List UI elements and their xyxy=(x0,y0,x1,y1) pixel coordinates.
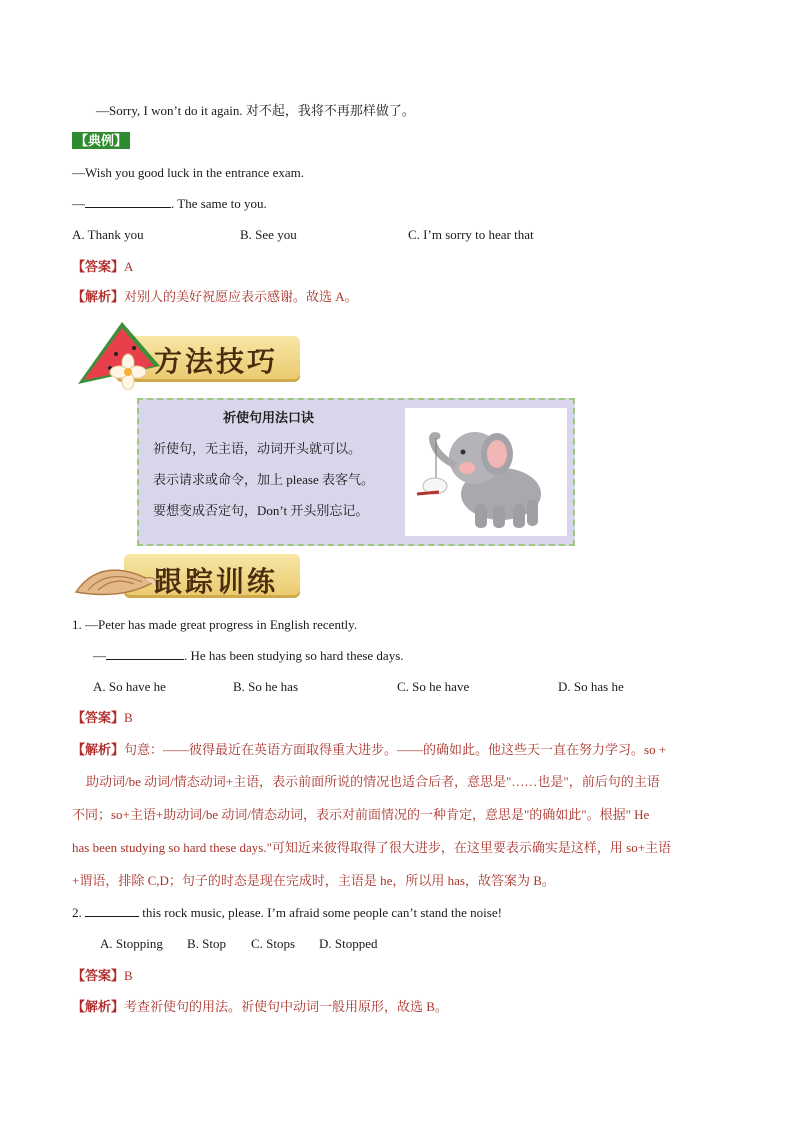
q1-analysis-4: has been studying so hard these days."可知近来彼得取得了很大进步，在这里要表示确实是这样，用 so+主语 xyxy=(72,840,672,855)
analysis-tag: 【解析】 xyxy=(72,742,125,757)
tip-box xyxy=(137,398,575,546)
example-analysis xyxy=(72,288,358,306)
option-d[interactable]: D. Stopped xyxy=(319,936,378,951)
tip-line-1: 祈使句，无主语，动词开头就可以。 xyxy=(153,441,362,456)
answer-blank[interactable] xyxy=(85,195,171,208)
answer-tag: 【答案】 xyxy=(72,968,125,983)
example-line-1: —Wish you good luck in the entrance exam. xyxy=(72,165,304,180)
answer-tag: 【答案】 xyxy=(72,259,125,274)
example-line-2 xyxy=(72,195,267,213)
answer-value: B xyxy=(124,710,133,725)
example-tag: 【典例】 xyxy=(72,132,130,149)
q1-answer xyxy=(72,709,133,727)
elephant-illustration xyxy=(405,408,567,536)
option-c[interactable]: C. So he have xyxy=(397,679,470,694)
q1-analysis-3: 不同；so+主语+助动词/be 动词/情态动词，表示对前面情况的一种肯定，意思是"的确如此"。根据" He xyxy=(72,807,650,822)
example-answer xyxy=(72,258,133,276)
elephant-icon xyxy=(405,408,567,536)
q1-analysis-2: 助动词/be 动词/情态动词+主语，表示前面所说的情况也适合后者，意思是"……也是"，前后句的主语 xyxy=(86,774,660,789)
answer-blank[interactable] xyxy=(85,904,139,917)
q1-dash: — xyxy=(93,648,106,663)
dialogue-reply: —Sorry, I won’t do it again. 对不起，我将不再那样做了。 xyxy=(96,103,415,118)
q2-stem-text: this rock music, please. I’m afraid some people can’t stand the noise! xyxy=(139,905,502,920)
option-c[interactable]: C. Stops xyxy=(251,936,296,951)
example-line-2-text: . The same to you. xyxy=(171,196,267,211)
q1-stem-1: 1. —Peter has made great progress in English recently. xyxy=(72,617,358,632)
analysis-text: 句意：——彼得最近在英语方面取得重大进步。——的确如此。他这些天一直在努力学习。so + xyxy=(124,742,667,757)
option-c[interactable]: C. I’m sorry to hear that xyxy=(408,227,534,242)
tip-line-2: 表示请求或命令，加上 please 表客气。 xyxy=(153,472,374,487)
option-a[interactable]: A. Thank you xyxy=(72,227,144,242)
analysis-tag: 【解析】 xyxy=(72,289,125,304)
q1-stem-2 xyxy=(93,647,404,665)
q2-number: 2. xyxy=(72,905,85,920)
example-dash: — xyxy=(72,196,85,211)
seashell-icon xyxy=(72,552,162,604)
option-b[interactable]: B. Stop xyxy=(187,936,227,951)
answer-value: A xyxy=(124,259,134,274)
answer-tag: 【答案】 xyxy=(72,710,125,725)
analysis-tag: 【解析】 xyxy=(72,999,125,1014)
q2-analysis xyxy=(72,998,448,1016)
answer-blank[interactable] xyxy=(106,647,184,660)
example-tag-line xyxy=(72,132,130,150)
method-banner-title: 方法技巧 xyxy=(154,345,279,378)
method-banner xyxy=(72,318,302,390)
option-a[interactable]: A. So have he xyxy=(93,679,166,694)
tip-title: 祈使句用法口诀 xyxy=(223,410,315,425)
practice-banner-title: 跟踪训练 xyxy=(154,565,279,598)
option-b[interactable]: B. So he has xyxy=(233,679,298,694)
q1-analysis-5: +谓语，排除 C,D；句子的时态是现在完成时，主语是 he，所以用 has，故答案为 B。 xyxy=(72,873,555,888)
option-d[interactable]: D. So has he xyxy=(558,679,624,694)
answer-value: B xyxy=(124,968,133,983)
tip-line-3: 要想变成否定句，Don’t 开头别忘记。 xyxy=(153,503,369,518)
q2-stem xyxy=(72,904,502,922)
option-b[interactable]: B. See you xyxy=(240,227,297,242)
q1-stem-2-text: . He has been studying so hard these days. xyxy=(184,648,404,663)
practice-banner xyxy=(72,548,302,606)
q1-analysis-1 xyxy=(72,741,666,759)
option-a[interactable]: A. Stopping xyxy=(100,936,163,951)
q2-answer xyxy=(72,967,133,985)
analysis-text: 对别人的美好祝愿应表示感谢。故选 A。 xyxy=(124,289,358,304)
analysis-text: 考查祈使句的用法。祈使句中动词一般用原形，故选 B。 xyxy=(124,999,448,1014)
